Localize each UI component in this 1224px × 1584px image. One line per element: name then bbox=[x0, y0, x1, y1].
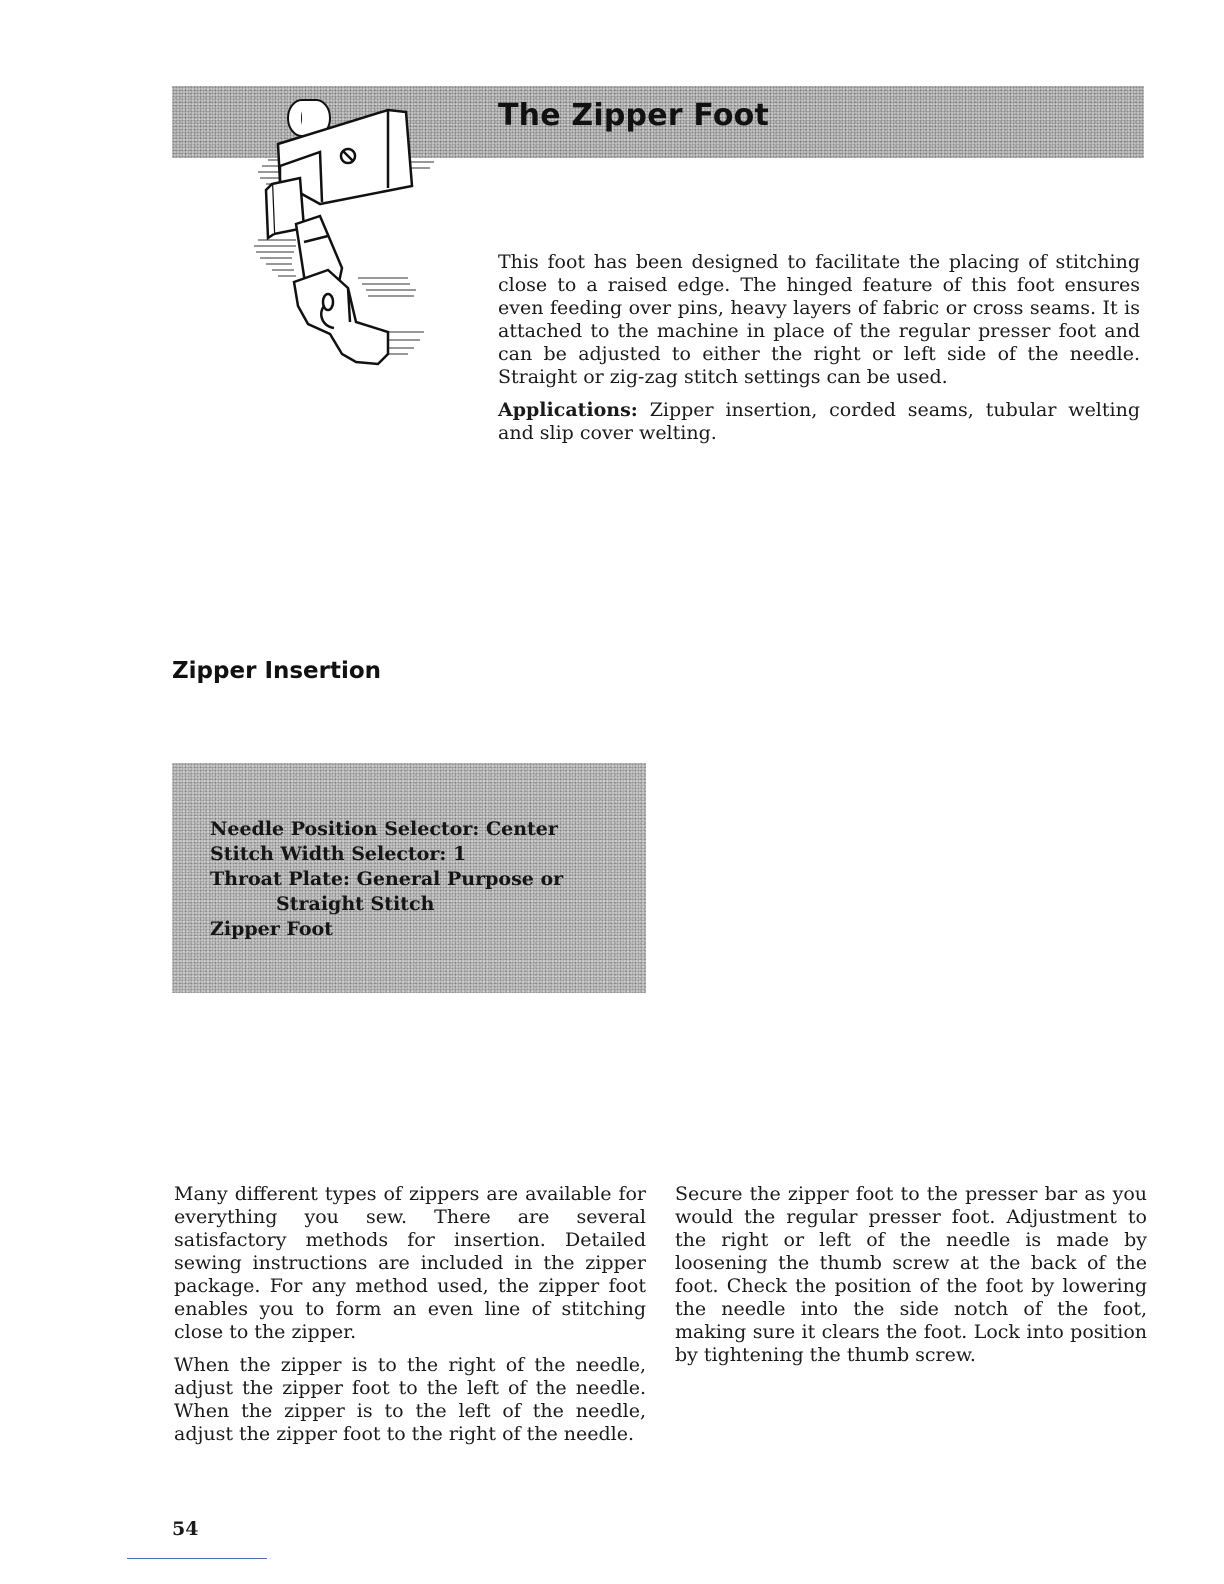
right-paragraph-1: Secure the zipper foot to the presser bar as you would the regular presser foot. Adjustment to the right or left of the needle is made by loosening the thumb screw at the back of the foot. Check the position of the foot by lowering the needle into the side notch of the foot, making sure it clears the foot. Lock into position by tightening the thumb screw. bbox=[675, 1183, 1147, 1366]
section-heading: Zipper Insertion bbox=[172, 658, 382, 684]
setting-throat-plate-continued: Straight Stitch bbox=[276, 893, 435, 915]
footer-rule bbox=[127, 1558, 267, 1559]
setting-throat-plate: Throat Plate: General Purpose or bbox=[210, 868, 564, 890]
intro-paragraph: This foot has been designed to facilitate the placing of stitching close to a raised edge. The hinged feature of this foot ensures even feeding over pins, heavy layers of fabric or cross seams. It is attached to the machine in place of the regular presser foot and can be adjusted to either the right or left side of the needle. Straight or zig-zag stitch settings can be used. bbox=[498, 251, 1140, 388]
applications-label: Applications: bbox=[498, 399, 638, 421]
page-title: The Zipper Foot bbox=[498, 98, 770, 133]
zipper-foot-illustration-icon bbox=[238, 92, 438, 382]
setting-stitch-width: Stitch Width Selector: 1 bbox=[210, 843, 467, 865]
left-paragraph-2: When the zipper is to the right of the needle, adjust the zipper foot to the left of the needle. When the zipper is to the left of the needle, adjust the zipper foot to the right of the needle. bbox=[174, 1354, 646, 1445]
settings-list bbox=[210, 817, 563, 942]
right-column bbox=[675, 1183, 1147, 1377]
applications-text: Zipper insertion, corded seams, tubular welting and slip cover welting. bbox=[498, 399, 1140, 444]
applications-paragraph bbox=[498, 399, 1140, 445]
setting-foot: Zipper Foot bbox=[210, 918, 333, 940]
page-number: 54 bbox=[172, 1518, 199, 1540]
left-paragraph-1: Many different types of zippers are available for everything you sew. There are several satisfactory methods for insertion. Detailed sewing instructions are included in the zipper package. For any method used, the zipper foot enables you to form an even line of stitching close to the zipper. bbox=[174, 1183, 646, 1343]
setting-needle-position: Needle Position Selector: Center bbox=[210, 818, 558, 840]
left-column bbox=[174, 1183, 646, 1456]
settings-box bbox=[172, 763, 646, 993]
intro-text bbox=[498, 251, 1140, 455]
